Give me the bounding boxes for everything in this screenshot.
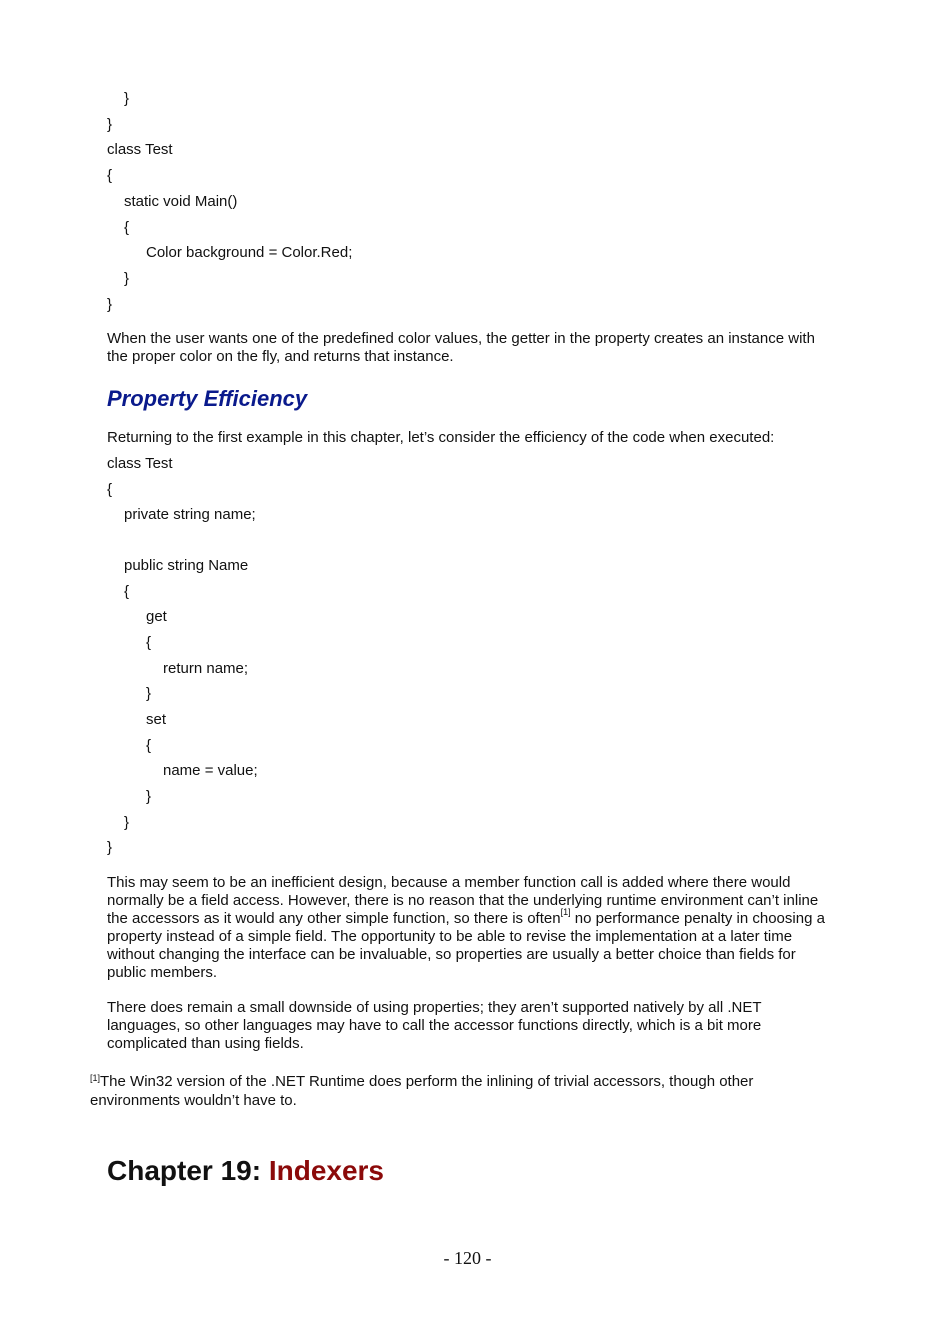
code-line: }	[107, 839, 113, 856]
code-line: {	[146, 634, 152, 651]
code-line: {	[107, 481, 113, 498]
code-line: }	[124, 90, 130, 107]
code-line: }	[146, 788, 152, 805]
paragraph-text: This may seem to be an inefficient design, because a member function call is added where there would normally be a field access. However, there is no reason that the underlying runtime environment can’t inline the accessors as it would any other simple function, so there is often	[107, 874, 819, 927]
code-line: Color background = Color.Red;	[146, 244, 353, 261]
code-line: }	[124, 270, 130, 287]
body-paragraph: Returning to the first example in this chapter, let’s consider the efficiency of the code when executed:	[107, 429, 775, 446]
body-paragraph: There does remain a small downside of using properties; they aren’t supported natively by all .NET languages, so other languages may have to call the accessor functions directly, which is a bit more complicated than using fields.	[107, 999, 762, 1052]
page-number: - 120 -	[443, 1248, 492, 1268]
code-line: }	[124, 814, 130, 831]
code-line: return name;	[163, 660, 249, 677]
code-line: class Test	[107, 455, 173, 472]
code-line: }	[107, 296, 113, 313]
paragraph-text: no performance penalty in choosing a property instead of a simple field. The opportunity to be able to revise the implementation at a later time without changing the interface can be invaluable, so properties are usually a better choice than fields for public members.	[107, 910, 825, 981]
code-line: {	[107, 167, 113, 184]
chapter-heading	[107, 1155, 384, 1187]
code-line: }	[146, 685, 152, 702]
code-line: get	[146, 608, 167, 625]
code-line: static void Main()	[124, 193, 238, 210]
body-paragraph	[107, 874, 832, 982]
footnote	[90, 1073, 830, 1110]
code-line: set	[146, 711, 167, 728]
code-line: public string Name	[124, 557, 249, 574]
chapter-title: Indexers	[268, 1155, 384, 1186]
chapter-prefix: Chapter 19:	[107, 1155, 269, 1186]
code-line: private string name;	[124, 506, 256, 523]
section-heading: Property Efficiency	[107, 386, 308, 411]
code-line: {	[146, 737, 152, 754]
footnote-text: The Win32 version of the .NET Runtime does perform the inlining of trivial accessors, though other environments wouldn’t have to.	[90, 1073, 754, 1109]
footnote-reference[interactable]: [1]	[560, 907, 571, 917]
code-line: {	[124, 583, 130, 600]
code-line: class Test	[107, 141, 173, 158]
code-line: name = value;	[163, 762, 258, 779]
code-line: {	[124, 219, 130, 236]
body-paragraph: When the user wants one of the predefined color values, the getter in the property creates an instance with the proper color on the fly, and returns that instance.	[107, 330, 815, 365]
footnote-mark: [1]	[90, 1073, 101, 1083]
code-line: }	[107, 116, 113, 133]
